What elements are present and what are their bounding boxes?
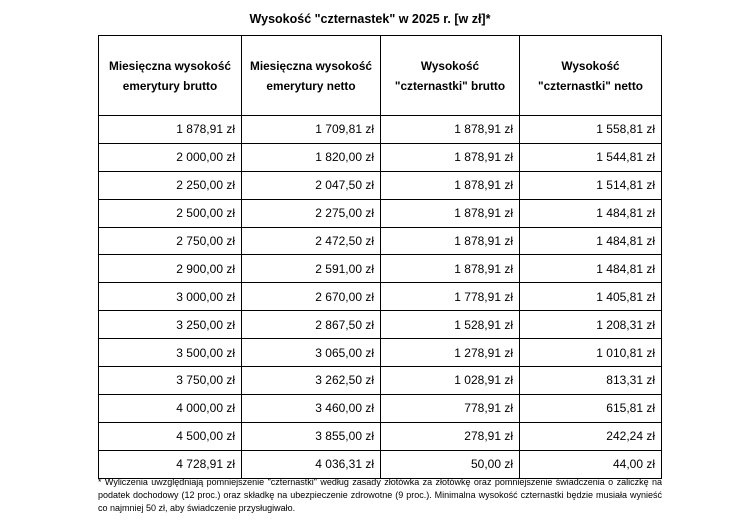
cell-gross-pension: 2 900,00 zł: [99, 255, 242, 283]
cell-gross-pension: 2 750,00 zł: [99, 227, 242, 255]
cell-gross-14th: 1 778,91 zł: [381, 283, 520, 311]
header-cell-gross-pension: Miesięczna wysokość emerytury brutto: [99, 36, 242, 116]
cell-net-pension: 2 472,50 zł: [242, 227, 381, 255]
cell-gross-pension: 2 500,00 zł: [99, 199, 242, 227]
cell-gross-pension: 3 500,00 zł: [99, 339, 242, 367]
table-row: [99, 143, 662, 171]
cell-gross-14th: 778,91 zł: [381, 394, 520, 422]
cell-gross-pension: 3 000,00 zł: [99, 283, 242, 311]
cell-net-pension: 3 855,00 zł: [242, 422, 381, 450]
cell-gross-14th: 1 878,91 zł: [381, 227, 520, 255]
cell-gross-pension: 3 750,00 zł: [99, 367, 242, 395]
cell-net-14th: 1 484,81 zł: [520, 199, 662, 227]
cell-net-14th: 1 514,81 zł: [520, 171, 662, 199]
table-body: [99, 116, 662, 479]
cell-net-pension: 2 047,50 zł: [242, 171, 381, 199]
cell-gross-pension: 2 250,00 zł: [99, 171, 242, 199]
table-row: [99, 339, 662, 367]
cell-gross-pension: 1 878,91 zł: [99, 116, 242, 144]
cell-gross-pension: 4 728,91 zł: [99, 450, 242, 478]
cell-net-pension: 3 262,50 zł: [242, 367, 381, 395]
cell-net-pension: 2 591,00 zł: [242, 255, 381, 283]
table-row: [99, 255, 662, 283]
table-row: [99, 171, 662, 199]
table-row: [99, 422, 662, 450]
table-row: [99, 311, 662, 339]
cell-gross-pension: 2 000,00 zł: [99, 143, 242, 171]
table-row: [99, 283, 662, 311]
cell-gross-14th: 1 878,91 zł: [381, 143, 520, 171]
cell-net-14th: 44,00 zł: [520, 450, 662, 478]
cell-net-pension: 1 709,81 zł: [242, 116, 381, 144]
cell-gross-pension: 4 000,00 zł: [99, 394, 242, 422]
cell-net-pension: 4 036,31 zł: [242, 450, 381, 478]
table-row: [99, 394, 662, 422]
table-row: [99, 199, 662, 227]
cell-gross-14th: 50,00 zł: [381, 450, 520, 478]
table-row: [99, 367, 662, 395]
cell-net-14th: 1 484,81 zł: [520, 255, 662, 283]
cell-gross-14th: 1 278,91 zł: [381, 339, 520, 367]
cell-net-14th: 615,81 zł: [520, 394, 662, 422]
table-row: [99, 116, 662, 144]
table-row: [99, 227, 662, 255]
cell-net-14th: 1 208,31 zł: [520, 311, 662, 339]
cell-net-pension: 2 275,00 zł: [242, 199, 381, 227]
cell-gross-14th: 1 878,91 zł: [381, 199, 520, 227]
cell-net-14th: 1 544,81 zł: [520, 143, 662, 171]
cell-net-pension: 2 867,50 zł: [242, 311, 381, 339]
cell-net-pension: 3 460,00 zł: [242, 394, 381, 422]
cell-net-14th: 1 010,81 zł: [520, 339, 662, 367]
table-title: Wysokość "czternastek" w 2025 r. [w zł]*: [249, 12, 491, 26]
cell-gross-14th: 1 878,91 zł: [381, 116, 520, 144]
cell-gross-14th: 1 028,91 zł: [381, 367, 520, 395]
footnote: * Wyliczenia uwzględniają pomniejszenie "czternastki" według zasady złotówka za złotówkę oraz pomniejszenie świadczenia o zaliczkę na podatek dochodowy (12 proc.) oraz składkę na ubezpieczenie zdrowotne (9 proc.). Minimalna wysokość czternastki będzie musiała wynieść co najmniej 50 zł, aby świadczenie przysługiwało.: [98, 477, 662, 513]
header-cell-net-pension: Miesięczna wysokość emerytury netto: [242, 36, 381, 116]
czternastki-table: [98, 35, 662, 479]
cell-gross-14th: 278,91 zł: [381, 422, 520, 450]
cell-net-14th: 813,31 zł: [520, 367, 662, 395]
cell-gross-pension: 3 250,00 zł: [99, 311, 242, 339]
cell-gross-14th: 1 528,91 zł: [381, 311, 520, 339]
cell-gross-14th: 1 878,91 zł: [381, 171, 520, 199]
cell-net-14th: 1 558,81 zł: [520, 116, 662, 144]
cell-net-14th: 242,24 zł: [520, 422, 662, 450]
header-cell-net-14th: Wysokość "czternastki" netto: [520, 36, 662, 116]
header-row: [99, 36, 662, 116]
cell-net-pension: 2 670,00 zł: [242, 283, 381, 311]
cell-gross-pension: 4 500,00 zł: [99, 422, 242, 450]
header-cell-gross-14th: Wysokość "czternastki" brutto: [381, 36, 520, 116]
cell-net-pension: 1 820,00 zł: [242, 143, 381, 171]
cell-net-14th: 1 484,81 zł: [520, 227, 662, 255]
cell-net-14th: 1 405,81 zł: [520, 283, 662, 311]
cell-net-pension: 3 065,00 zł: [242, 339, 381, 367]
cell-gross-14th: 1 878,91 zł: [381, 255, 520, 283]
table-row: [99, 450, 662, 478]
